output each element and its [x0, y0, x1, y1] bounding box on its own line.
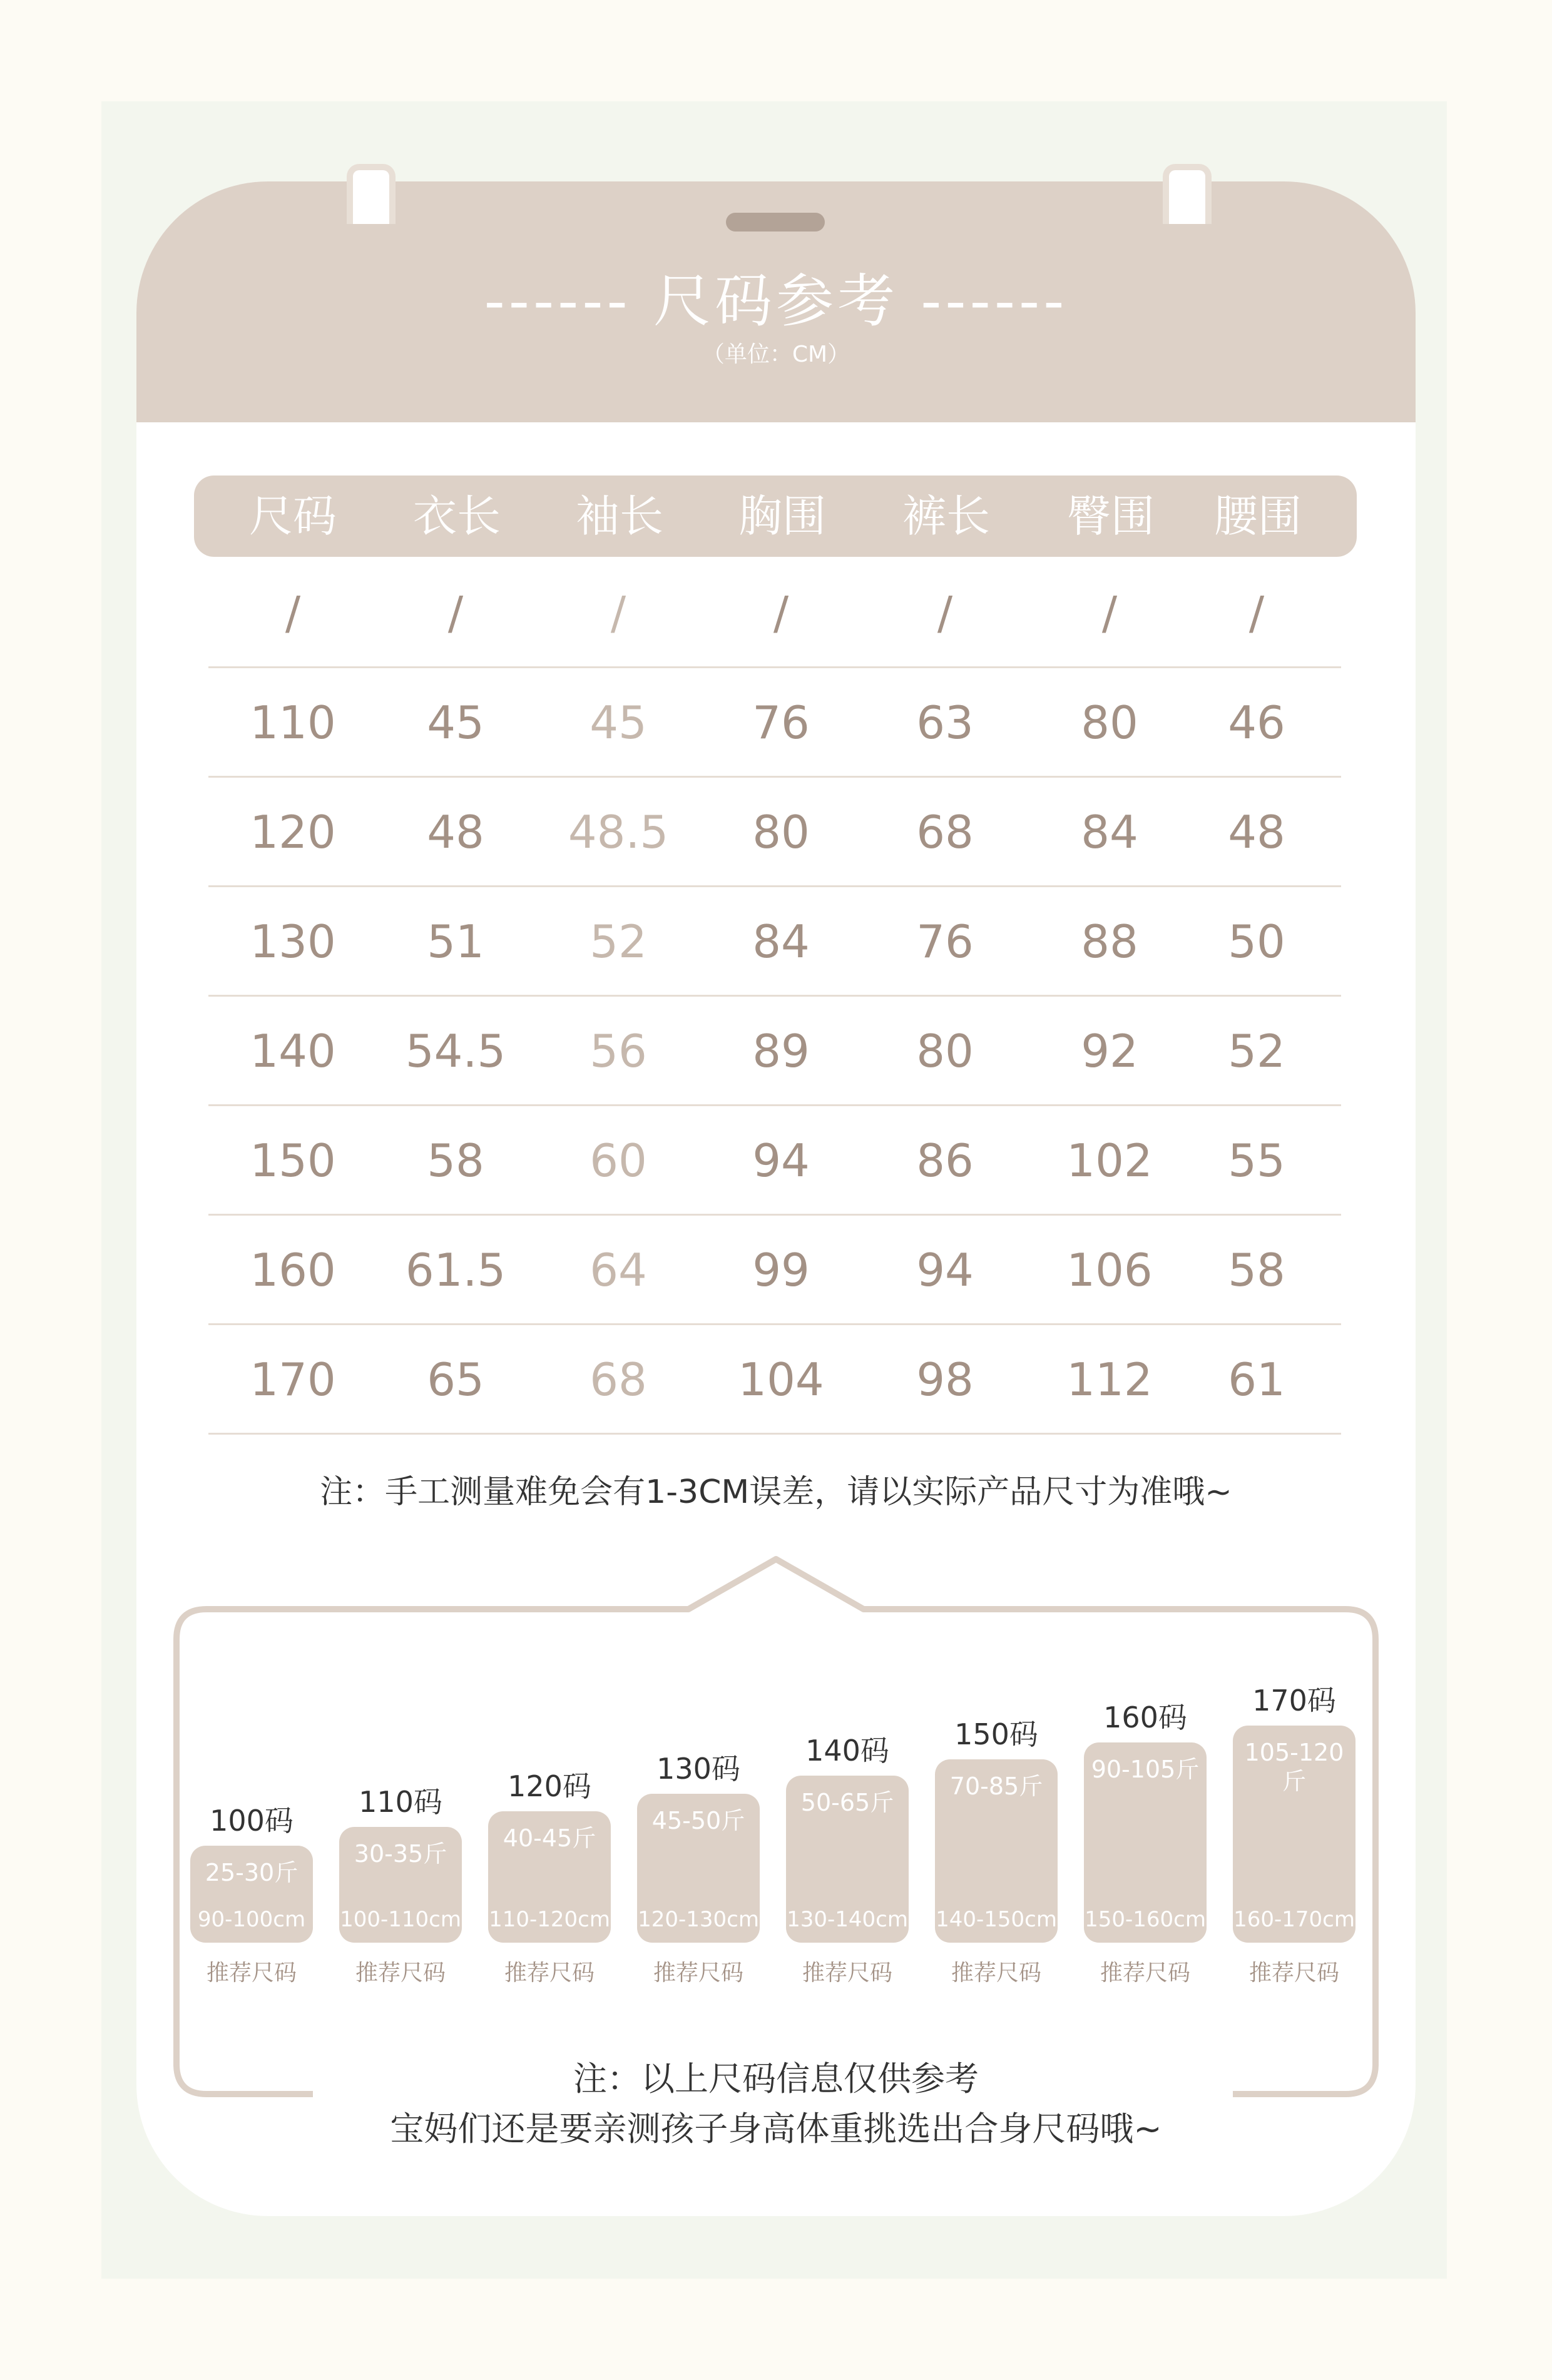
recommended-size-caption: 推荐尺码 [355, 1960, 446, 1986]
table-cell: 86 [916, 1134, 974, 1187]
table-cell: / [285, 587, 301, 639]
height-range: 150-160cm [1085, 1907, 1206, 1932]
table-cell: 106 [1066, 1244, 1153, 1296]
height-range: 100-110cm [340, 1907, 461, 1932]
column-header-hip: 臀围 [1067, 491, 1155, 542]
table-cell: 48 [427, 806, 484, 858]
table-cell: 46 [1228, 696, 1285, 749]
table-cell: 130 [250, 915, 336, 968]
size-recommendation-box [637, 1794, 760, 1943]
recommended-size-caption: 推荐尺码 [1100, 1960, 1190, 1986]
size-recommendation-box [935, 1759, 1058, 1943]
table-cell: 55 [1228, 1134, 1285, 1187]
table-cell: 120 [250, 806, 336, 858]
table-cell: / [610, 587, 626, 639]
weight-range: 30-35斤 [354, 1840, 447, 1868]
column-header-waist: 腰围 [1214, 491, 1302, 542]
size-label: 140码 [805, 1734, 889, 1767]
recommendation-note-line2: 宝妈们还是要亲测孩子身高体重挑选出合身尺码哦~ [390, 2109, 1162, 2149]
table-cell: 80 [752, 806, 810, 858]
column-header-pants-length: 裤长 [902, 491, 990, 542]
size-label: 110码 [359, 1785, 442, 1819]
recommended-size-caption: 推荐尺码 [802, 1960, 892, 1986]
weight-range: 45-50斤 [651, 1807, 745, 1834]
height-range: 90-100cm [197, 1907, 306, 1932]
table-cell: 76 [752, 696, 810, 749]
table-cell: 58 [427, 1134, 484, 1187]
table-cell: 52 [590, 915, 647, 968]
height-range: 140-150cm [936, 1907, 1057, 1932]
size-recommendation-box [339, 1827, 462, 1943]
table-cell: 80 [916, 1025, 974, 1077]
table-cell: 45 [427, 696, 484, 749]
table-cell: 60 [590, 1134, 647, 1187]
height-range: 120-130cm [638, 1907, 759, 1932]
table-cell: 102 [1066, 1134, 1153, 1187]
table-cell: 48.5 [568, 806, 669, 858]
height-range: 160-170cm [1233, 1907, 1355, 1932]
table-cell: 80 [1081, 696, 1138, 749]
table-cell: / [773, 587, 789, 639]
table-cell: / [1101, 587, 1118, 639]
table-cell: 52 [1228, 1025, 1285, 1077]
table-cell: 56 [590, 1025, 647, 1077]
recommended-size-caption: 推荐尺码 [951, 1960, 1041, 1986]
size-recommendation-box [1233, 1726, 1355, 1943]
table-cell: 76 [916, 915, 974, 968]
table-cell: 170 [250, 1353, 336, 1406]
table-cell: 88 [1081, 915, 1138, 968]
size-label: 100码 [210, 1804, 294, 1838]
height-range: 110-120cm [489, 1907, 610, 1932]
size-recommendation-box [1084, 1742, 1207, 1943]
table-cell: 150 [250, 1134, 336, 1187]
column-header-chest: 胸围 [738, 491, 826, 542]
size-label: 120码 [508, 1769, 591, 1803]
table-cell: 51 [427, 915, 484, 968]
table-cell: 104 [738, 1353, 824, 1406]
table-cell: 63 [916, 696, 974, 749]
column-header-sleeve: 袖长 [576, 491, 663, 542]
size-label: 170码 [1252, 1684, 1336, 1717]
table-cell: 54.5 [405, 1025, 506, 1077]
table-cell: 61 [1228, 1353, 1285, 1406]
measurement-note: 注：手工测量难免会有1-3CM误差，请以实际产品尺寸为准哦~ [320, 1473, 1232, 1511]
table-cell: 89 [752, 1025, 810, 1077]
table-cell: 64 [590, 1244, 647, 1296]
recommended-size-caption: 推荐尺码 [653, 1960, 743, 1986]
table-cell: / [937, 587, 953, 639]
unit-label: （单位：CM） [702, 342, 850, 367]
column-header-size: 尺码 [249, 491, 337, 542]
table-cell: 65 [427, 1353, 484, 1406]
weight-range: 50-65斤 [800, 1789, 894, 1816]
table-cell: 50 [1228, 915, 1285, 968]
table-cell: 112 [1066, 1353, 1153, 1406]
table-cell: 160 [250, 1244, 336, 1296]
weight-range: 25-30斤 [205, 1859, 299, 1886]
recommended-size-caption: 推荐尺码 [504, 1960, 595, 1986]
weight-range: 70-85斤 [949, 1772, 1043, 1800]
table-cell: 99 [752, 1244, 810, 1296]
weight-range: 90-105斤 [1091, 1756, 1200, 1783]
table-cell: 45 [590, 696, 647, 749]
weight-range: 105-120斤 [1244, 1739, 1344, 1795]
table-cell: 68 [590, 1353, 647, 1406]
table-cell: 94 [752, 1134, 810, 1187]
recommendation-note-line1: 注：以上尺码信息仅供参考 [573, 2059, 979, 2098]
table-cell: 68 [916, 806, 974, 858]
table-cell: 140 [250, 1025, 336, 1077]
table-cell: 84 [1081, 806, 1138, 858]
size-label: 130码 [656, 1752, 740, 1786]
height-range: 130-140cm [787, 1907, 908, 1932]
page-title: ------ 尺码参考 ------ [484, 268, 1068, 335]
size-recommendation-box [190, 1846, 313, 1943]
table-cell: / [1248, 587, 1265, 639]
table-cell: 94 [916, 1244, 974, 1296]
table-cell: 92 [1081, 1025, 1138, 1077]
size-recommendation-box [786, 1776, 909, 1943]
size-recommendation-box [488, 1811, 611, 1943]
size-label: 150码 [954, 1717, 1038, 1751]
column-header-length: 衣长 [413, 491, 501, 542]
table-cell: 98 [916, 1353, 974, 1406]
recommended-size-caption: 推荐尺码 [1248, 1960, 1339, 1986]
weight-range: 40-45斤 [503, 1824, 596, 1852]
table-cell: 48 [1228, 806, 1285, 858]
table-cell: 110 [250, 696, 336, 749]
table-cell: 61.5 [405, 1244, 506, 1296]
size-label: 160码 [1103, 1701, 1187, 1734]
table-cell: 84 [752, 915, 810, 968]
recommended-size-caption: 推荐尺码 [206, 1960, 297, 1986]
table-cell: 58 [1228, 1244, 1285, 1296]
table-cell: / [447, 587, 464, 639]
